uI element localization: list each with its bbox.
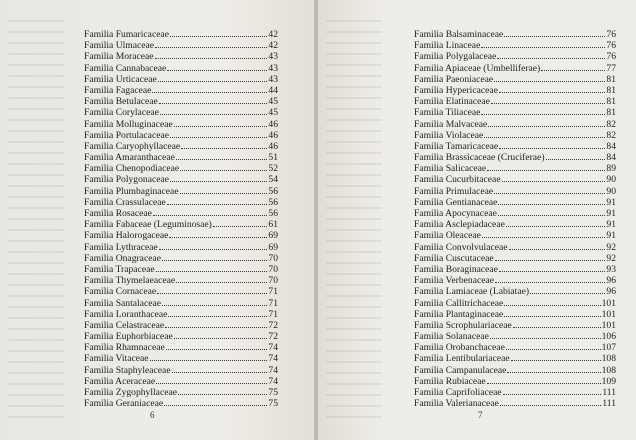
toc-entry-page: 74 <box>268 364 278 376</box>
dot-leader <box>506 341 601 350</box>
toc-entry <box>84 95 278 106</box>
toc-entry-page: 56 <box>268 208 278 219</box>
toc-entry-page: 76 <box>606 40 616 52</box>
toc-entry-page: 69 <box>268 230 278 242</box>
dot-leader <box>169 229 267 238</box>
toc-entry <box>414 129 616 140</box>
toc-entry-page: 42 <box>268 40 278 52</box>
toc-entry-page: 46 <box>268 129 278 141</box>
toc-entry-page: 75 <box>268 387 278 398</box>
toc-entry-name: Familia Lamiaceae (Labiatae) <box>414 286 530 298</box>
toc-entry-name: Familia Plumbaginaceae <box>84 185 179 197</box>
toc-entry <box>84 330 278 341</box>
toc-entry <box>414 151 616 162</box>
toc-entry-name: Familia Celastraceae <box>84 319 165 331</box>
toc-entry <box>414 95 616 106</box>
toc-entry-name: Familia Gentianaceae <box>414 196 498 208</box>
toc-entry <box>84 218 278 229</box>
dot-leader <box>159 241 268 250</box>
dot-leader <box>165 319 267 328</box>
toc-entry-name: Familia Scrophulariaceae <box>414 319 512 331</box>
toc-entry-name: Familia Convolvulaceae <box>414 241 508 253</box>
toc-entry-name: Familia Oleaceae <box>414 230 481 242</box>
toc-entry-page: 43 <box>268 62 278 74</box>
toc-entry-name: Familia Paeoniaceae <box>414 73 494 85</box>
show-through-text <box>326 20 382 420</box>
toc-entry <box>414 118 616 129</box>
dot-leader <box>499 84 606 93</box>
toc-entry-page: 52 <box>268 163 278 175</box>
dot-leader <box>213 218 268 227</box>
dot-leader <box>500 397 602 406</box>
toc-entry-page: 71 <box>268 308 278 320</box>
toc-entry-page: 91 <box>606 230 616 242</box>
dot-leader <box>481 39 605 48</box>
toc-entry-page: 101 <box>601 319 616 331</box>
toc-entry <box>414 39 616 50</box>
toc-entry-page: 71 <box>268 297 278 309</box>
dot-leader <box>509 241 606 250</box>
dot-leader <box>513 319 601 328</box>
toc-entry-name: Familia Lythraceae <box>84 241 158 253</box>
dot-leader <box>176 274 267 283</box>
toc-entry <box>84 252 278 263</box>
toc-entry <box>84 28 278 39</box>
dot-leader <box>487 162 605 171</box>
toc-entry-name: Familia Halorogaceae <box>84 230 169 242</box>
toc-entry-name: Familia Balsaminaceae <box>414 29 504 40</box>
dot-leader <box>162 252 267 261</box>
right-page <box>318 0 636 440</box>
toc-entry-name: Familia Campanulaceae <box>414 364 507 376</box>
dot-leader <box>487 375 601 384</box>
dot-leader <box>170 129 267 138</box>
show-through-text <box>8 20 64 420</box>
dot-leader <box>166 341 268 350</box>
toc-entry <box>84 274 278 285</box>
toc-entry-page: 108 <box>601 353 616 365</box>
toc-entry-page: 101 <box>601 297 616 309</box>
toc-entry-name: Familia Rhamnaceae <box>84 342 165 354</box>
toc-entry-name: Familia Fabaceae (Leguminosae) <box>84 219 212 231</box>
toc-entry <box>414 263 616 274</box>
dot-leader <box>168 308 267 317</box>
toc-entry-page: 92 <box>606 241 616 253</box>
dot-leader <box>150 352 268 361</box>
toc-entry-page: 72 <box>268 331 278 343</box>
toc-entry-page: 70 <box>268 275 278 287</box>
toc-entry <box>84 140 278 151</box>
toc-entry-page: 108 <box>601 364 616 376</box>
toc-entry <box>84 375 278 386</box>
dot-leader <box>155 50 268 59</box>
toc-entry-page: 54 <box>268 174 278 186</box>
toc-entry-page: 61 <box>268 219 278 231</box>
toc-entry <box>414 330 616 341</box>
dot-leader <box>498 207 606 216</box>
toc-entry <box>414 352 616 363</box>
dot-leader <box>180 185 268 194</box>
toc-entry <box>84 118 278 129</box>
toc-entry-name: Familia Cannabaceae <box>84 62 167 74</box>
toc-entry <box>84 397 278 408</box>
toc-entry <box>84 297 278 308</box>
toc-entry-page: 45 <box>268 96 278 108</box>
toc-entry <box>84 207 278 218</box>
toc-entry-page: 90 <box>606 185 616 197</box>
toc-entry <box>414 207 616 218</box>
dot-leader <box>167 196 268 205</box>
toc-entry-name: Familia Molluginaceae <box>84 118 173 130</box>
toc-entry-name: Familia Ulmaceae <box>84 40 155 52</box>
toc-entry <box>414 84 616 95</box>
dot-leader <box>153 207 267 216</box>
toc-entry-name: Familia Urticaceae <box>84 73 157 85</box>
toc-entry-page: 81 <box>606 107 616 119</box>
toc-entry <box>84 263 278 274</box>
toc-entry-page: 82 <box>606 118 616 130</box>
dot-leader <box>152 84 267 93</box>
toc-entry-name: Familia Vitaceae <box>84 353 149 365</box>
toc-entry-name: Familia Brassicaceae (Cruciferae) <box>414 152 545 164</box>
toc-entry-page: 91 <box>606 196 616 208</box>
toc-entry-page: 84 <box>606 152 616 164</box>
dot-leader <box>158 73 268 82</box>
dot-leader <box>495 274 605 283</box>
toc-entry-name: Familia Verbenaceae <box>414 275 494 287</box>
left-page <box>0 0 316 440</box>
toc-entry <box>84 73 278 84</box>
dot-leader <box>482 229 606 238</box>
dot-leader <box>167 62 267 71</box>
dot-leader <box>503 386 602 395</box>
toc-entry-page: 96 <box>606 275 616 287</box>
toc-entry <box>414 73 616 84</box>
toc-entry-name: Familia Fumariсaceae <box>84 29 169 40</box>
toc-entry <box>84 62 278 73</box>
toc-entry-page: 101 <box>601 308 616 320</box>
dot-leader <box>504 297 600 306</box>
toc-entry <box>84 173 278 184</box>
dot-leader <box>541 62 605 71</box>
dot-leader <box>164 397 267 406</box>
toc-entry <box>414 229 616 240</box>
dot-leader <box>490 330 601 339</box>
toc-entry <box>84 196 278 207</box>
dot-leader <box>498 196 605 205</box>
toc-entry-name: Familia Crassulaceae <box>84 196 166 208</box>
toc-entry-name: Familia Primulaceae <box>414 185 494 197</box>
toc-entry-page: 81 <box>606 84 616 96</box>
toc-entry <box>414 62 616 73</box>
toc-entry <box>414 50 616 61</box>
dot-leader <box>484 129 605 138</box>
toc-entry <box>84 386 278 397</box>
toc-entry-page: 74 <box>268 353 278 365</box>
toc-entry-page: 42 <box>268 29 278 40</box>
toc-entry <box>84 352 278 363</box>
toc-entry-name: Familia Salicaceae <box>414 163 487 175</box>
toc-entry-page: 43 <box>268 73 278 85</box>
toc-entry-page: 93 <box>606 263 616 275</box>
table-of-contents-right <box>414 28 616 408</box>
toc-entry-name: Familia Tamaricaceae <box>414 140 499 152</box>
toc-entry-name: Familia Malvaceae <box>414 118 488 130</box>
toc-entry-page: 84 <box>606 140 616 152</box>
toc-entry-name: Familia Trapaceae <box>84 263 155 275</box>
toc-entry-page: 107 <box>601 342 616 354</box>
toc-entry-name: Familia Geraniaceae <box>84 398 164 410</box>
dot-leader <box>160 106 268 115</box>
toc-entry-name: Familia Violaceae <box>414 129 484 141</box>
dot-leader <box>180 162 267 171</box>
dot-leader <box>156 375 267 384</box>
toc-entry-name: Familia Santalaceae <box>84 297 161 309</box>
toc-entry-name: Familia Fagaceae <box>84 84 152 96</box>
dot-leader <box>162 297 267 306</box>
toc-entry-name: Familia Orobanchaceae <box>414 342 505 354</box>
toc-entry <box>414 341 616 352</box>
toc-entry-page: 76 <box>606 51 616 63</box>
toc-entry-page: 76 <box>606 29 616 40</box>
toc-entry <box>84 229 278 240</box>
dot-leader <box>155 39 267 48</box>
toc-entry <box>84 308 278 319</box>
toc-entry <box>84 185 278 196</box>
toc-entry-name: Familia Aceraceae <box>84 375 156 387</box>
toc-entry <box>414 106 616 117</box>
toc-entry-page: 46 <box>268 118 278 130</box>
toc-entry <box>414 308 616 319</box>
toc-entry-page: 111 <box>602 398 616 410</box>
toc-entry-page: 81 <box>606 96 616 108</box>
dot-leader <box>511 352 601 361</box>
dot-leader <box>494 73 605 82</box>
toc-entry-page: 71 <box>268 286 278 298</box>
dot-leader <box>497 50 605 59</box>
toc-entry-page: 82 <box>606 129 616 141</box>
toc-entry <box>414 375 616 386</box>
toc-entry-page: 91 <box>606 219 616 231</box>
toc-entry-name: Familia Asclepiadaceae <box>414 219 505 231</box>
dot-leader <box>178 386 267 395</box>
toc-entry-name: Familia Onagraceae <box>84 252 161 264</box>
toc-entry-name: Familia Chenopodiaceae <box>84 163 180 175</box>
dot-leader <box>176 151 268 160</box>
toc-entry-page: 91 <box>606 208 616 219</box>
toc-entry-name: Familia Cuscutaceae <box>414 252 494 264</box>
toc-entry-page: 56 <box>268 196 278 208</box>
toc-entry-page: 74 <box>268 342 278 354</box>
toc-entry-name: Familia Rosaceae <box>84 208 152 219</box>
toc-entry-name: Familia Boraginaceae <box>414 263 498 275</box>
toc-entry-name: Familia Portulacaceae <box>84 129 169 141</box>
toc-entry-name: Familia Zygophyllaceae <box>84 387 177 398</box>
dot-leader <box>504 28 605 37</box>
toc-entry <box>84 151 278 162</box>
toc-entry-page: 44 <box>268 84 278 96</box>
toc-entry-page: 70 <box>268 252 278 264</box>
toc-entry-name: Familia Plantaginaceae <box>414 308 504 320</box>
dot-leader <box>172 364 268 373</box>
toc-entry-page: 89 <box>606 163 616 175</box>
toc-entry <box>84 129 278 140</box>
toc-entry-page: 43 <box>268 51 278 63</box>
dot-leader <box>506 218 606 227</box>
dot-leader <box>530 285 605 294</box>
toc-entry-name: Familia Moraceae <box>84 51 154 63</box>
toc-entry <box>414 319 616 330</box>
page-number: 6 <box>150 410 155 420</box>
toc-entry <box>84 319 278 330</box>
toc-entry-name: Familia Cornaceae <box>84 286 157 298</box>
toc-entry <box>414 397 616 408</box>
toc-entry <box>414 196 616 207</box>
toc-entry-name: Familia Euphorbiaceae <box>84 331 173 343</box>
toc-entry <box>414 140 616 151</box>
toc-entry-name: Familia Rubiaceae <box>414 375 486 387</box>
toc-entry-page: 81 <box>606 73 616 85</box>
toc-entry <box>84 50 278 61</box>
dot-leader <box>546 151 606 160</box>
toc-entry-name: Familia Linaceae <box>414 40 481 52</box>
dot-leader <box>181 140 267 149</box>
toc-entry-name: Familia Corylaceae <box>84 107 159 119</box>
toc-entry <box>414 364 616 375</box>
dot-leader <box>156 263 268 272</box>
toc-entry-name: Familia Staphyleaceae <box>84 364 171 376</box>
toc-entry <box>414 218 616 229</box>
dot-leader <box>159 95 268 104</box>
toc-entry-name: Familia Solanaceae <box>414 331 489 343</box>
toc-entry-name: Familia Polygalaceae <box>414 51 497 63</box>
toc-entry-page: 92 <box>606 252 616 264</box>
toc-entry <box>414 28 616 39</box>
dot-leader <box>170 173 267 182</box>
dot-leader <box>488 118 605 127</box>
dot-leader <box>507 364 600 373</box>
dot-leader <box>499 263 605 272</box>
toc-entry-page: 77 <box>606 62 616 74</box>
toc-entry-page: 56 <box>268 185 278 197</box>
toc-entry-page: 45 <box>268 107 278 119</box>
toc-entry-name: Familia Apocynaceae <box>414 208 497 219</box>
toc-entry-name: Familia Betulaceae <box>84 96 158 108</box>
toc-entry-page: 106 <box>601 331 616 343</box>
toc-entry-name: Familia Elatinaceae <box>414 96 490 108</box>
toc-entry <box>84 341 278 352</box>
toc-entry <box>414 252 616 263</box>
toc-entry-name: Familia Callitrichaceae <box>414 297 504 309</box>
toc-entry <box>414 297 616 308</box>
toc-entry-name: Familia Valerianaceae <box>414 398 499 410</box>
toc-entry-name: Familia Thymelaeaceae <box>84 275 176 287</box>
page-number: 7 <box>478 410 483 420</box>
toc-entry-name: Familia Tiliaceae <box>414 107 481 119</box>
table-of-contents-left <box>84 28 278 408</box>
toc-entry <box>84 39 278 50</box>
toc-entry-page: 75 <box>268 398 278 410</box>
toc-entry <box>414 274 616 285</box>
toc-entry-page: 90 <box>606 174 616 186</box>
toc-entry-name: Familia Apiaceae (Umbelliferae) <box>414 62 541 74</box>
toc-entry <box>84 364 278 375</box>
toc-entry-page: 69 <box>268 241 278 253</box>
toc-entry-page: 96 <box>606 286 616 298</box>
toc-entry-page: 72 <box>268 319 278 331</box>
toc-entry-name: Familia Loranthaceae <box>84 308 168 320</box>
dot-leader <box>174 330 268 339</box>
toc-entry-page: 51 <box>268 152 278 164</box>
toc-entry-name: Familia Caprifoliaceae <box>414 387 502 398</box>
dot-leader <box>502 173 606 182</box>
dot-leader <box>491 95 605 104</box>
toc-entry <box>84 285 278 296</box>
dot-leader <box>495 252 606 261</box>
toc-entry-name: Familia Caryophyllaceae <box>84 140 181 152</box>
toc-entry <box>414 173 616 184</box>
toc-entry <box>84 162 278 173</box>
toc-entry-name: Familia Polygonaceae <box>84 174 169 186</box>
toc-entry-name: Familia Cucurbitaceae <box>414 174 501 186</box>
toc-entry-name: Familia Amaranthaceae <box>84 152 175 164</box>
toc-entry <box>414 285 616 296</box>
dot-leader <box>170 28 267 37</box>
toc-entry-page: 70 <box>268 263 278 275</box>
toc-entry-page: 109 <box>601 375 616 387</box>
toc-entry <box>414 386 616 397</box>
toc-entry <box>414 241 616 252</box>
toc-entry-page: 111 <box>602 387 616 398</box>
toc-entry <box>414 162 616 173</box>
dot-leader <box>504 308 600 317</box>
toc-entry-name: Familia Hypericaceae <box>414 84 498 96</box>
toc-entry <box>414 185 616 196</box>
dot-leader <box>494 185 605 194</box>
toc-entry <box>84 84 278 95</box>
toc-entry-page: 74 <box>268 375 278 387</box>
toc-entry-name: Familia Lentibulariaceae <box>414 353 510 365</box>
dot-leader <box>174 118 268 127</box>
toc-entry <box>84 106 278 117</box>
dot-leader <box>481 106 605 115</box>
toc-entry <box>84 241 278 252</box>
dot-leader <box>499 140 605 149</box>
dot-leader <box>157 285 267 294</box>
toc-entry-page: 46 <box>268 140 278 152</box>
